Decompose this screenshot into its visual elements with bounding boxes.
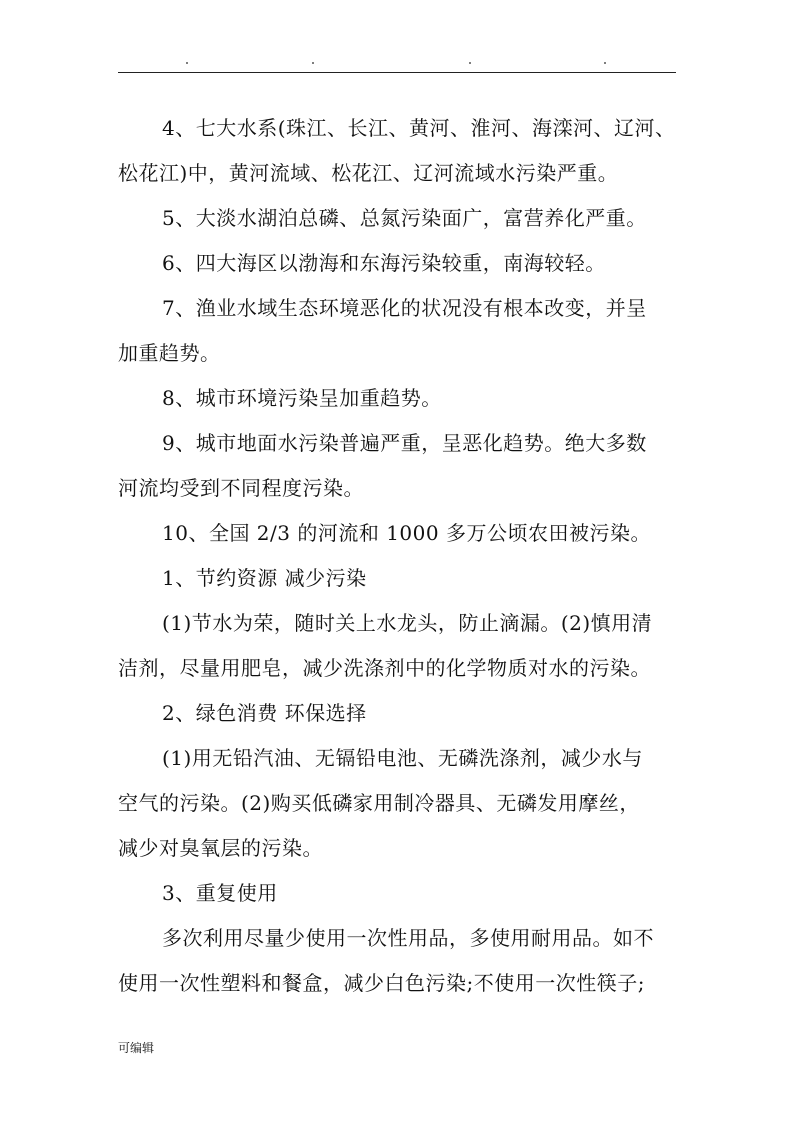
footer-label: 可编辑 bbox=[118, 1041, 155, 1055]
header-dot bbox=[604, 62, 606, 64]
header-rule bbox=[118, 72, 676, 73]
text-line: 6、四大海区以渤海和东海污染较重，南海较轻。 bbox=[162, 251, 606, 275]
text-line: 2、绿色消费 环保选择 bbox=[162, 701, 367, 725]
text-line: 5、大淡水湖泊总磷、总氮污染面广，富营养化严重。 bbox=[162, 206, 647, 230]
text-line: 8、城市环境污染呈加重趋势。 bbox=[162, 386, 442, 410]
text-line: 4、七大水系(珠江、长江、黄河、淮河、海滦河、辽河、 bbox=[162, 116, 676, 140]
text-line: 加重趋势。 bbox=[118, 341, 221, 365]
text-line: (1)用无铅汽油、无镉铅电池、无磷洗涤剂，减少水与 bbox=[162, 746, 643, 770]
text-line: 洁剂，尽量用肥皂，减少洗涤剂中的化学物质对水的污染。 bbox=[118, 656, 651, 680]
text-line: 3、重复使用 bbox=[162, 881, 278, 905]
text-line: 使用一次性塑料和餐盒，减少白色污染;不使用一次性筷子; bbox=[118, 971, 645, 995]
header-dot bbox=[186, 62, 188, 64]
text-line: 空气的污染。(2)购买低磷家用制冷器具、无磷发用摩丝， bbox=[118, 791, 640, 815]
text-line: 10、全国 2/3 的河流和 1000 多万公顷农田被污染。 bbox=[162, 521, 651, 545]
text-line: 多次利用尽量少使用一次性用品，多使用耐用品。如不 bbox=[162, 926, 654, 950]
text-line: 9、城市地面水污染普遍严重，呈恶化趋势。绝大多数 bbox=[162, 431, 647, 455]
text-line: (1)节水为荣，随时关上水龙头，防止滴漏。(2)慎用清 bbox=[162, 611, 653, 635]
text-line: 7、渔业水域生态环境恶化的状况没有根本改变，并呈 bbox=[162, 296, 647, 320]
text-line: 1、节约资源 减少污染 bbox=[162, 566, 367, 590]
header-dot bbox=[469, 62, 471, 64]
header-dot bbox=[312, 62, 314, 64]
text-line: 减少对臭氧层的污染。 bbox=[118, 836, 323, 860]
text-line: 河流均受到不同程度污染。 bbox=[118, 476, 364, 500]
text-line: 松花江)中，黄河流域、松花江、辽河流域水污染严重。 bbox=[118, 161, 619, 185]
